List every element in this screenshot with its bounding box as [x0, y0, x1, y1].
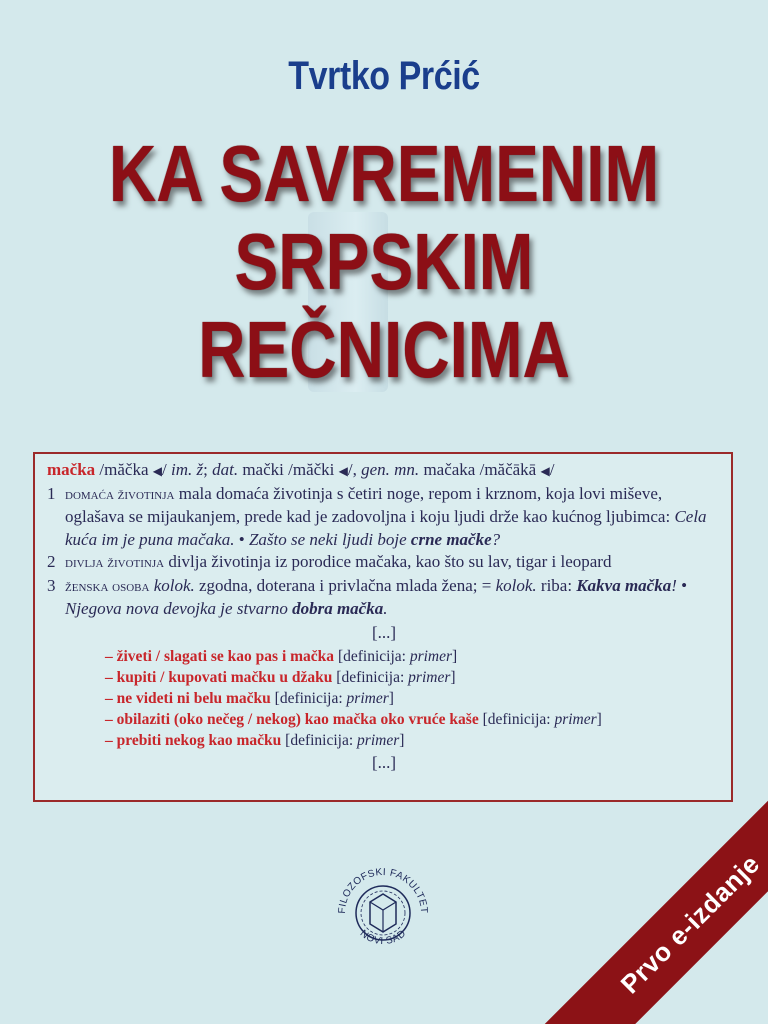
sense-number: 3: [47, 575, 56, 595]
book-title: [0, 130, 768, 394]
example-end: .: [383, 599, 388, 618]
example-highlight: Kakva mačka: [576, 575, 672, 595]
idiom-def-close: ]: [388, 690, 394, 707]
example-highlight: crne mačke: [410, 529, 492, 549]
university-seal-icon: [328, 858, 438, 968]
edition-label: Prvo e-izdanje: [614, 848, 766, 1000]
idiom-def-example: primer: [409, 648, 453, 665]
idiom-item: [47, 667, 721, 688]
idiom-dash: –: [105, 711, 113, 728]
idiom-def-example: primer: [408, 669, 451, 686]
sense-2: [47, 551, 721, 575]
title-line-1: KA SAVREMENIM: [108, 129, 660, 218]
idiom-phrase: obilaziti (oko nečeg / nekog) kao mačka oko vruće kaše: [116, 711, 479, 728]
idiom-dash: –: [105, 732, 113, 749]
idiom-item: [47, 688, 721, 709]
genitive-label: gen. mn.: [361, 460, 420, 479]
example-end: !: [671, 575, 677, 595]
sense-example: Cela kuća im je puna mačaka.: [65, 507, 707, 549]
sense-definition: mala domaća životinja s četiri noge, repom i krznom, koja lovi miševe, oglašava se mijaukanjem, prede kad je zadovoljna i koju ljudi drže kao kućnog ljubimca:: [65, 483, 671, 526]
sense-domain: ženska osoba: [65, 578, 150, 595]
sense-3: [47, 575, 721, 621]
sense-number: 1: [47, 483, 56, 503]
idiom-phrase: kupiti / kupovati mačku u džaku: [116, 669, 333, 686]
entry-header: mačka /măčka ◀/ im. ž; dat. mački /măčki ◀/, gen. mn. mačaka /măčākā ◀/: [47, 460, 555, 479]
idiom-def-example: primer: [346, 690, 389, 707]
speaker-icon: ◀: [338, 464, 348, 478]
idiom-dash: –: [105, 669, 113, 686]
idiom-phrase: živeti / slagati se kao pas i mačka: [116, 648, 335, 665]
idiom-phrase: prebiti nekog kao mačku: [116, 732, 282, 749]
idiom-item: [47, 709, 721, 730]
idiom-def-label: [definicija:: [274, 690, 343, 707]
dative-pronunciation: /măčki: [288, 460, 335, 479]
svg-text:FILOZOFSKI FAKULTET: [337, 867, 429, 914]
example-bullet: •: [681, 575, 688, 595]
ellipsis-top: [...]: [371, 622, 397, 642]
idiom-def-label: [definicija:: [482, 711, 551, 728]
register-label: kolok.: [153, 575, 195, 595]
sense-1: [47, 483, 721, 552]
sense-domain: domaća životinja: [65, 486, 175, 503]
headword-pronunciation: /măčka: [99, 460, 149, 479]
sense-example: Njegova nova devojka je stvarno: [65, 599, 288, 618]
genitive-pronunciation: /măčākā: [479, 460, 537, 479]
sense-domain: divlja životinja: [65, 555, 165, 571]
example-end: ?: [491, 529, 501, 549]
idiom-list: [47, 646, 721, 751]
speaker-icon: ◀: [540, 464, 550, 478]
idiom-item: [47, 730, 721, 751]
example-bullet: •: [238, 529, 245, 549]
idiom-def-example: primer: [357, 732, 400, 749]
title-line-2: SRPSKIM: [234, 217, 534, 306]
genitive-form: mačaka: [423, 460, 476, 479]
sense-definition: zgodna, doterana i privlačna mlada žena; =: [199, 575, 492, 595]
idiom-def-label: [definicija:: [337, 648, 406, 665]
example-highlight: dobra mačka: [292, 599, 384, 618]
part-of-speech: im. ž: [170, 460, 204, 479]
dictionary-entry-sample: [33, 452, 733, 802]
author-name: Tvrtko Prćić: [288, 54, 480, 98]
idiom-phrase: ne videti ni belu mačku: [116, 690, 271, 707]
seal-bottom-text: NOVI SAD: [357, 928, 409, 948]
idiom-def-close: ]: [452, 648, 458, 665]
idiom-def-label: [definicija:: [285, 732, 354, 749]
ellipsis-bottom: [...]: [371, 753, 397, 772]
sense-definition: divlja životinja iz porodice mačaka, kao što su lav, tigar i leopard: [168, 552, 612, 571]
headword: mačka: [47, 460, 96, 479]
seal-top-text: FILOZOFSKI FAKULTET: [336, 866, 430, 914]
sense-example: Zašto se neki ljudi boje: [248, 529, 407, 549]
title-line-3: REČNICIMA: [198, 305, 570, 394]
idiom-def-label: [definicija:: [336, 669, 405, 686]
speaker-icon: ◀: [152, 464, 162, 478]
idiom-def-close: ]: [450, 669, 456, 686]
idiom-def-example: primer: [554, 711, 597, 728]
idiom-dash: –: [105, 690, 113, 707]
dative-label: dat.: [212, 460, 239, 479]
synonym-register: kolok.: [495, 575, 537, 595]
idiom-dash: –: [105, 648, 113, 665]
idiom-item: [47, 646, 721, 667]
synonym: riba:: [540, 575, 573, 595]
sense-number: 2: [47, 552, 56, 571]
dative-form: mački: [242, 460, 284, 479]
idiom-def-close: ]: [399, 732, 405, 749]
idiom-def-close: ]: [596, 711, 602, 728]
